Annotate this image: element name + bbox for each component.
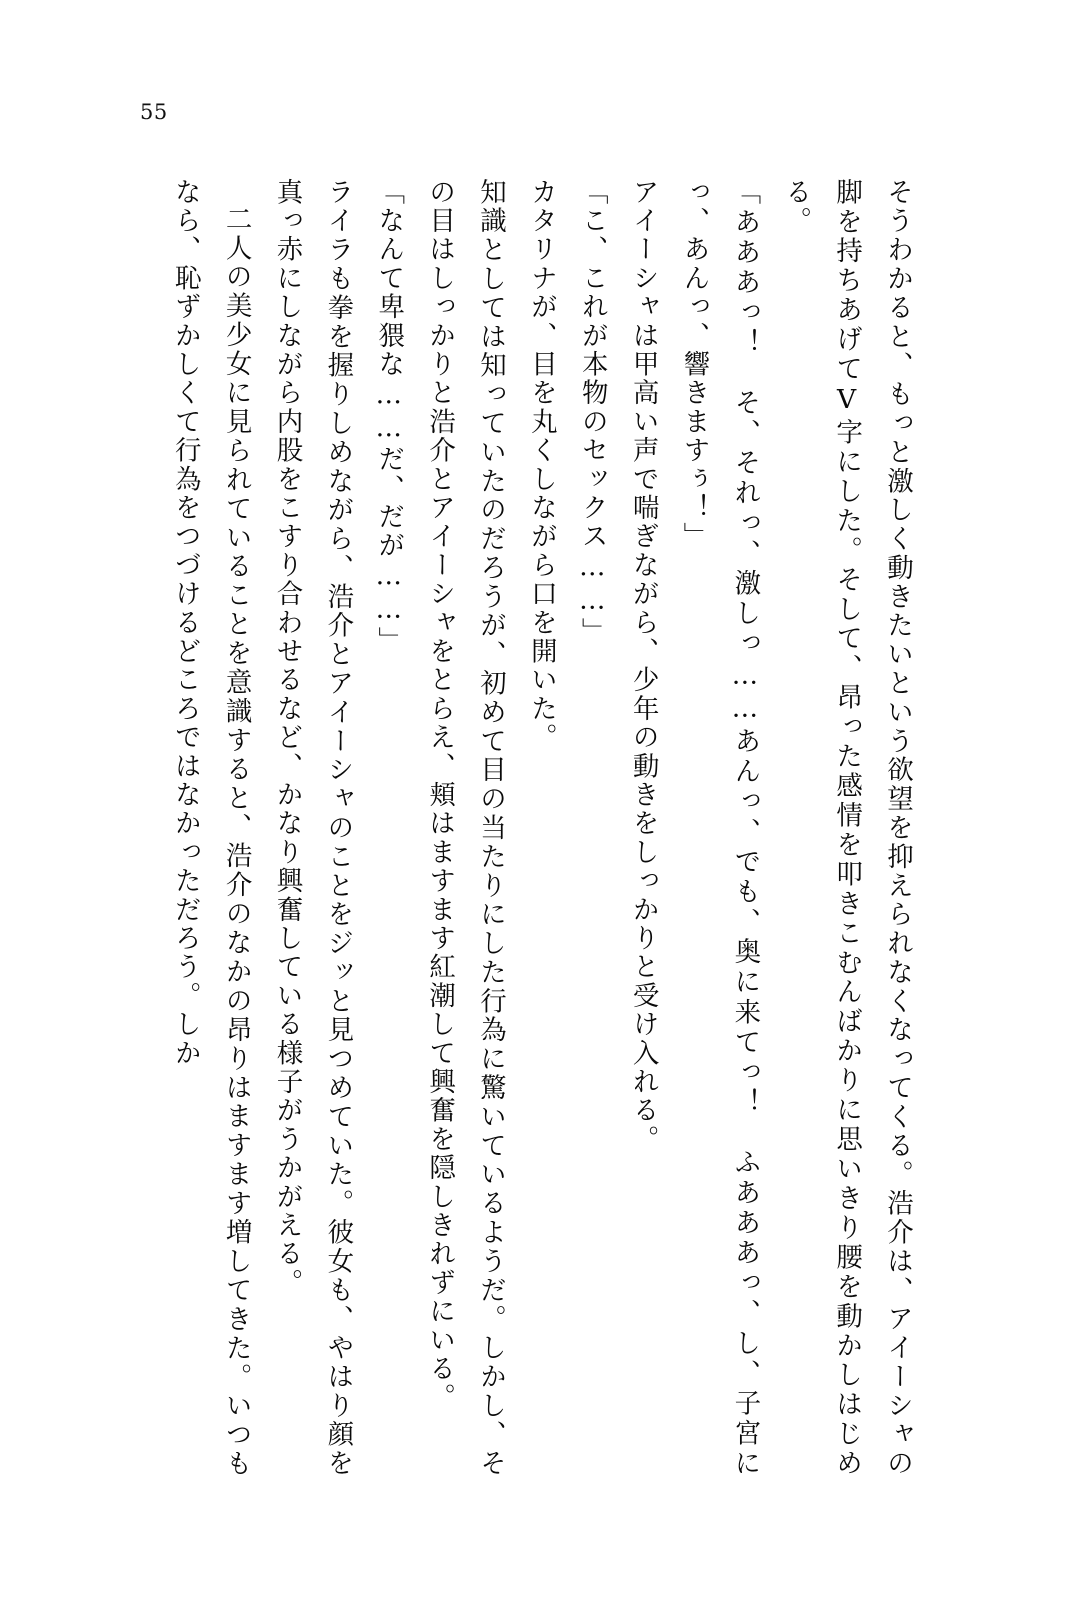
paragraph: カタリナが、目を丸くしながら口を開いた。 <box>525 178 557 752</box>
paragraph: 「こ、これが本物のセックス……」 <box>576 178 608 647</box>
paragraph: ライラも拳を握りしめながら、浩介とアイーシャのことをジッと見つめていた。彼女も、やはり顔を真っ赤にしながら内股をこすり合わせるなど、かなり興奮している様子がうかがえる。 <box>271 178 354 1478</box>
body-text <box>92 178 922 1478</box>
paragraph: そうわかると、もっと激しく動きたいという欲望を抑えられなくなってくる。浩介は、アイーシャの脚を持ちあげてV字にした。そして、昂った感情を叩きこむんばかりに思いきり腰を動かしはじめる。 <box>780 178 913 1478</box>
paragraph: 知識としては知っていたのだろうが、初めて目の当たりにした行為に驚いているようだ。しかし、その目はしっかりと浩介とアイーシャをとらえ、頬はますます紅潮して興奮を隠しきれずにいる。 <box>424 178 506 1478</box>
paragraph: 二人の美少女に見られていることを意識すると、浩介のなかの昂りはますます増してきた。いつもなら、恥ずかしくて行為をつづけるどころではなかっただろう。しか <box>169 178 252 1478</box>
paragraph: 「なんて卑猥な……だ、だが……」 <box>373 178 405 656</box>
page-number: 55 <box>140 100 168 124</box>
paragraph: 「あああっ！ そ、それっ、激しっ……あんっ、でも、奥に来てっ！ ふあああっ、し、子宮にっ、あんっ、響きますぅ！」 <box>678 178 761 1478</box>
paragraph: アイーシャは甲高い声で喘ぎながら、少年の動きをしっかりと受け入れる。 <box>627 178 659 1154</box>
